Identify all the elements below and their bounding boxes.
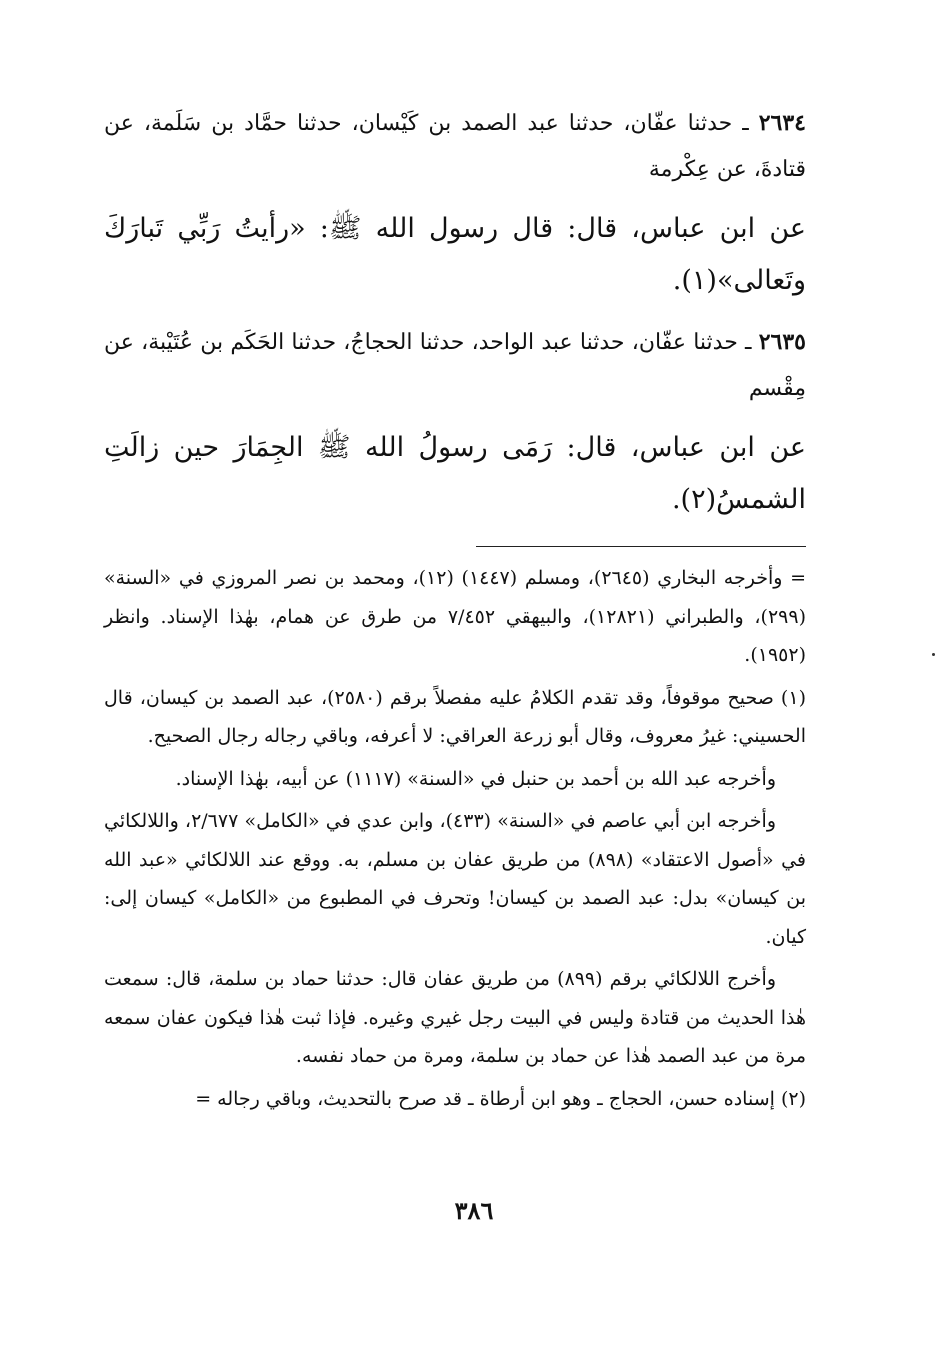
footnote-paragraph: وأخرج اللالكائي برقم (٨٩٩) من طريق عفان قال: حدثنا حماد بن سلمة، قال: سمعت هٰذا الحديث من قتادة وليس في البيت رجل غيري وغيره. فإذا ثبت هٰذا فيكون عفان سمعه مرة من عبد الصمد هٰذا عن حماد بن سلمة، ومرة من حماد نفسه. — [104, 968, 806, 1067]
hadith-2634 — [104, 100, 806, 307]
scan-speck — [932, 653, 935, 656]
hadith-number: ٢٦٣٤ — [758, 110, 806, 136]
footnote-1: (١) صحيح موقوفاً، وقد تقدم الكلامُ عليه مفصلاً برقم (٢٥٨٠)، عبد الصمد بن كيسان، قال الحسيني: غيرُ معروف، وقال أبو زرعة العراقي: لا أعرفه، وباقي رجاله رجال الصحيح. — [104, 686, 806, 747]
footnote-divider — [476, 546, 806, 547]
footnote-paragraph: وأخرجه عبد الله بن أحمد بن حنبل في «السنة» (١١١٧) عن أبيه، بهٰذا الإسناد. — [175, 767, 776, 790]
isnad-text: ـ حدثنا عفّان، حدثنا عبد الواحد، حدثنا الحجاجُ، حدثنا الحَكَم بن عُتَيْبة، عن مِقْسم — [104, 330, 806, 401]
hadith-matn: عن ابن عباس، قال: قال رسول الله ﷺ: «رأيتُ رَبِّي تَبارَكَ وتَعالى»(١). — [104, 213, 806, 296]
isnad-text: ـ حدثنا عفّان، حدثنا عبد الصمد بن كَيْسان، حدثنا حمَّاد بن سَلَمة، عن قتادةَ، عن عِكْرمة — [104, 111, 806, 182]
hadith-number: ٢٦٣٥ — [758, 329, 806, 355]
page-number: ٣٨٦ — [454, 1196, 494, 1225]
hadith-2635 — [104, 319, 806, 526]
hadith-matn: عن ابن عباس، قال: رَمَى رسولُ الله ﷺ الجِمَارَ حين زالَتِ الشمسُ(٢). — [104, 432, 806, 515]
hadith-isnad — [104, 319, 806, 412]
footnote-continuation: = وأخرجه البخاري (٢٦٤٥)، ومسلم (١٤٤٧) (١٢)، ومحمد بن نصر المروزي في «السنة» (٢٩٩)، والطبراني (١٢٨٢١)، والبيهقي ٧/٤٥٢ من طرق عن همام، بهٰذا الإسناد. وانظر (١٩٥٢). — [104, 567, 806, 666]
footnote-2: (٢) إسناده حسن، الحجاج ـ وهو ابن أرطاة ـ قد صرح بالتحديث، وباقي رجاله = — [195, 1087, 806, 1110]
hadith-isnad — [104, 100, 806, 193]
footnote-paragraph: وأخرجه ابن أبي عاصم في «السنة» (٤٣٣)، وابن عدي في «الكامل» ٢/٦٧٧، واللالكائي في «أصول الاعتقاد» (٨٩٨) من طريق عفان بن مسلم، به. ووقع عند اللالكائي «عبد الله بن كيسان» بدل: عبد الصمد بن كيسان! وتحرف في المطبوع من «الكامل» كيسان إلى: كيان. — [104, 810, 807, 948]
page-body — [104, 100, 806, 1122]
footnotes — [104, 559, 806, 1118]
